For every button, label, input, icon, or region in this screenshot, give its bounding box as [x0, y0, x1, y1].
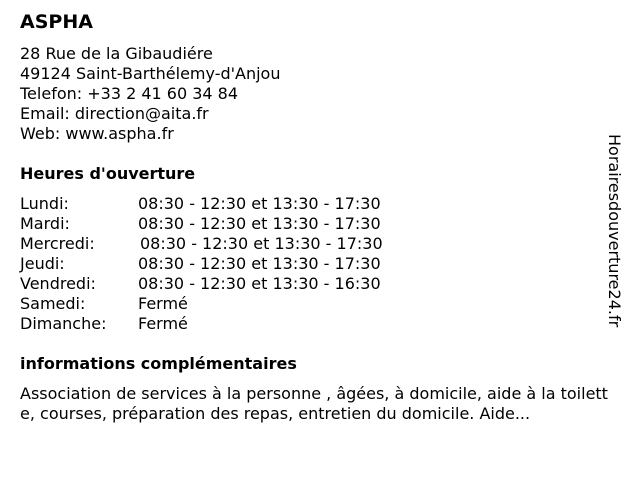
hours-heading: Heures d'ouverture [20, 164, 196, 183]
hours-time: 08:30 - 12:30 et 13:30 - 17:30 [138, 214, 381, 233]
phone-number: Telefon: +33 2 41 60 34 84 [20, 84, 239, 103]
site-watermark: Horairesdouverture24.fr [605, 134, 624, 328]
hours-day: Mardi: [20, 214, 70, 233]
email-address: Email: direction@aita.fr [20, 104, 209, 123]
address-street: 28 Rue de la Gibaudiére [20, 44, 213, 63]
hours-time: 08:30 - 12:30 et 13:30 - 17:30 [140, 234, 383, 253]
hours-time: Fermé [138, 314, 188, 333]
info-heading: informations complémentaires [20, 354, 297, 373]
hours-day: Jeudi: [20, 254, 65, 273]
contact-block [20, 44, 280, 144]
hours-day: Dimanche: [20, 314, 107, 333]
hours-time: 08:30 - 12:30 et 13:30 - 17:30 [138, 194, 381, 213]
business-name: ASPHA [20, 11, 93, 33]
hours-day: Samedi: [20, 294, 86, 313]
address-city: 49124 Saint-Barthélemy-d'Anjou [20, 64, 281, 83]
hours-time: 08:30 - 12:30 et 13:30 - 17:30 [138, 254, 381, 273]
hours-day: Mercredi: [20, 234, 95, 253]
hours-time: 08:30 - 12:30 et 13:30 - 16:30 [138, 274, 381, 293]
website: Web: www.aspha.fr [20, 124, 174, 143]
hours-day: Lundi: [20, 194, 69, 213]
hours-day: Vendredi: [20, 274, 96, 293]
description-text: Association de services à la personne , âgées, à domicile, aide à la toilette, courses, préparation des repas, entretien du domicile. Aide... [20, 384, 608, 423]
hours-time: Fermé [138, 294, 188, 313]
